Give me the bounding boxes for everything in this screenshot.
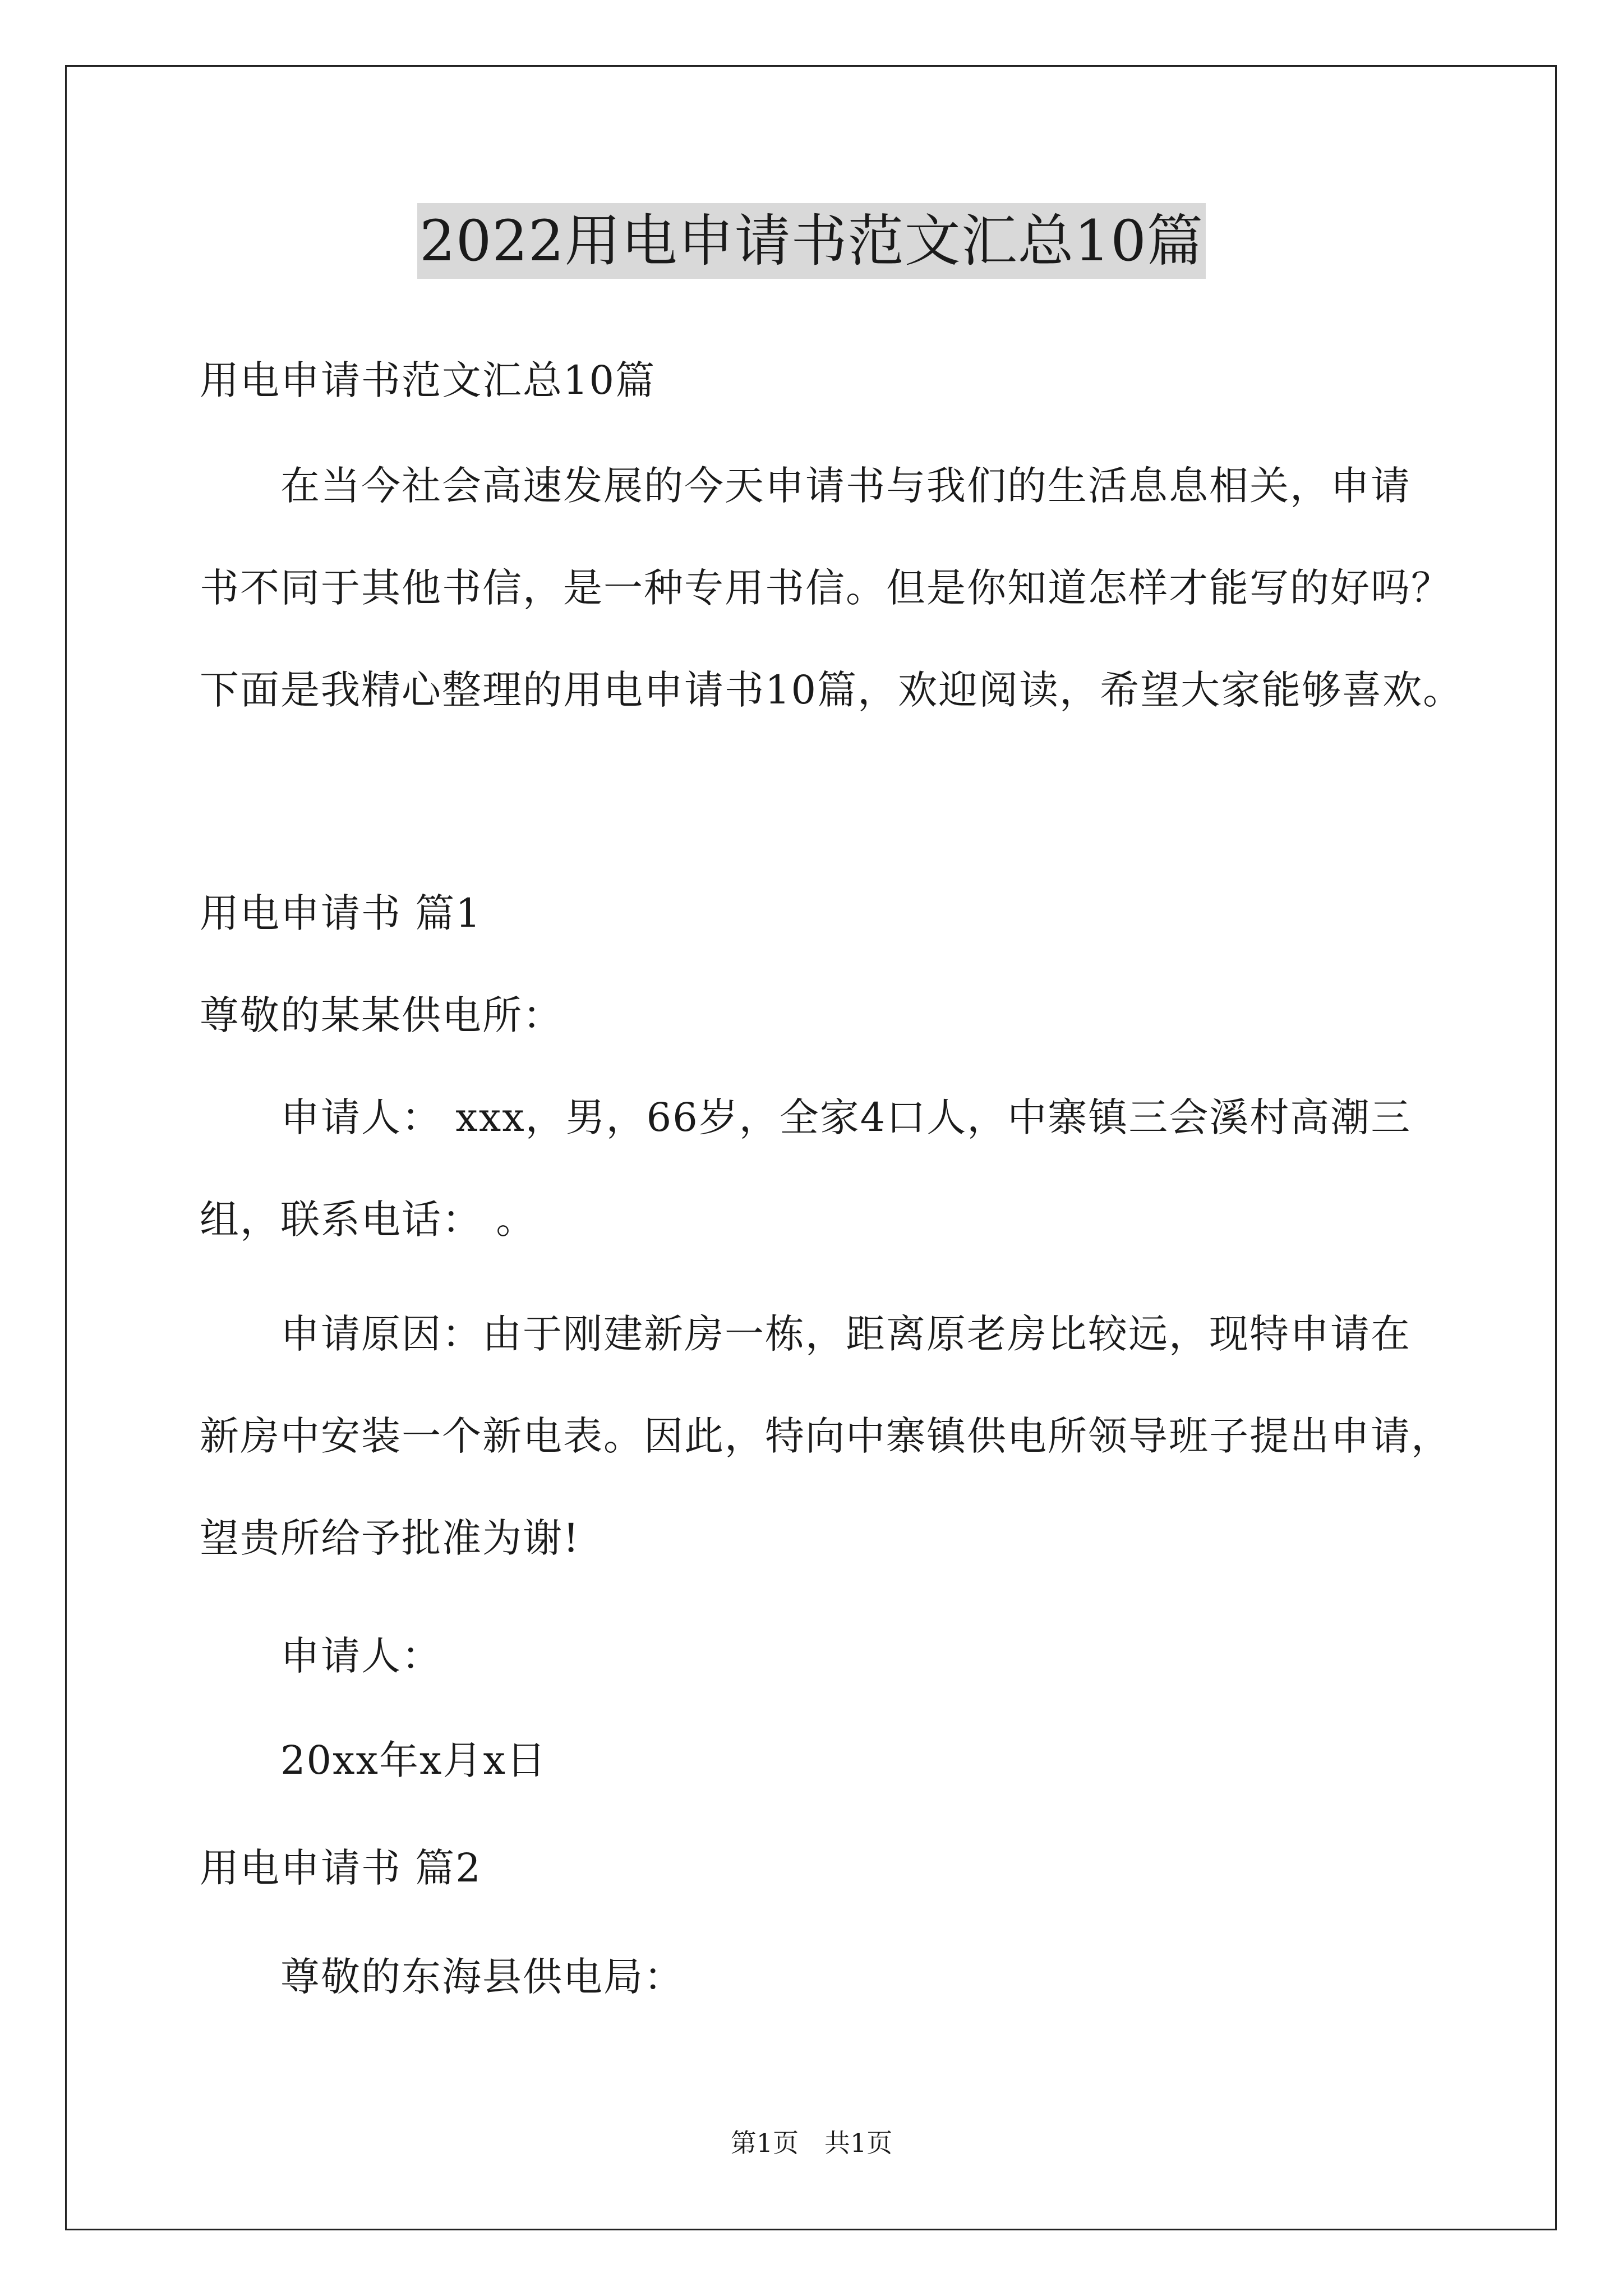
intro-line-3: 下面是我精心整理的用电申请书10篇，欢迎阅读，希望大家能够喜欢。: [200, 667, 1464, 713]
salutation-2: 尊敬的东海县供电局：: [280, 1954, 684, 2000]
reason-line-1: 申请原因：由于刚建新房一栋，距离原老房比较远，现特申请在: [280, 1311, 1411, 1357]
page-footer: 第1页 共1页: [730, 2128, 893, 2158]
intro-line-1: 在当今社会高速发展的今天申请书与我们的生活息息相关，申请: [280, 463, 1411, 509]
section-heading-2: 用电申请书 篇2: [200, 1845, 482, 1891]
document-title: 2022用电申请书范文汇总10篇: [417, 203, 1206, 279]
title-container: [0, 203, 1623, 279]
signature-label: 申请人：: [280, 1633, 442, 1679]
section-heading-1: 用电申请书 篇1: [200, 890, 482, 936]
subtitle-line: 用电申请书范文汇总10篇: [200, 357, 656, 403]
applicant-line-1: 申请人： xxx，男，66岁，全家4口人，中寨镇三会溪村高潮三: [280, 1094, 1412, 1140]
salutation-1: 尊敬的某某供电所：: [200, 992, 563, 1038]
applicant-line-2: 组，联系电话： 。: [200, 1197, 537, 1243]
reason-line-2: 新房中安装一个新电表。因此，特向中寨镇供电所领导班子提出申请，: [200, 1413, 1451, 1459]
intro-line-2: 书不同于其他书信，是一种专用书信。但是你知道怎样才能写的好吗？: [200, 565, 1451, 611]
reason-line-3: 望贵所给予批准为谢!: [200, 1515, 580, 1561]
date-line: 20xx年x月x日: [280, 1737, 547, 1783]
